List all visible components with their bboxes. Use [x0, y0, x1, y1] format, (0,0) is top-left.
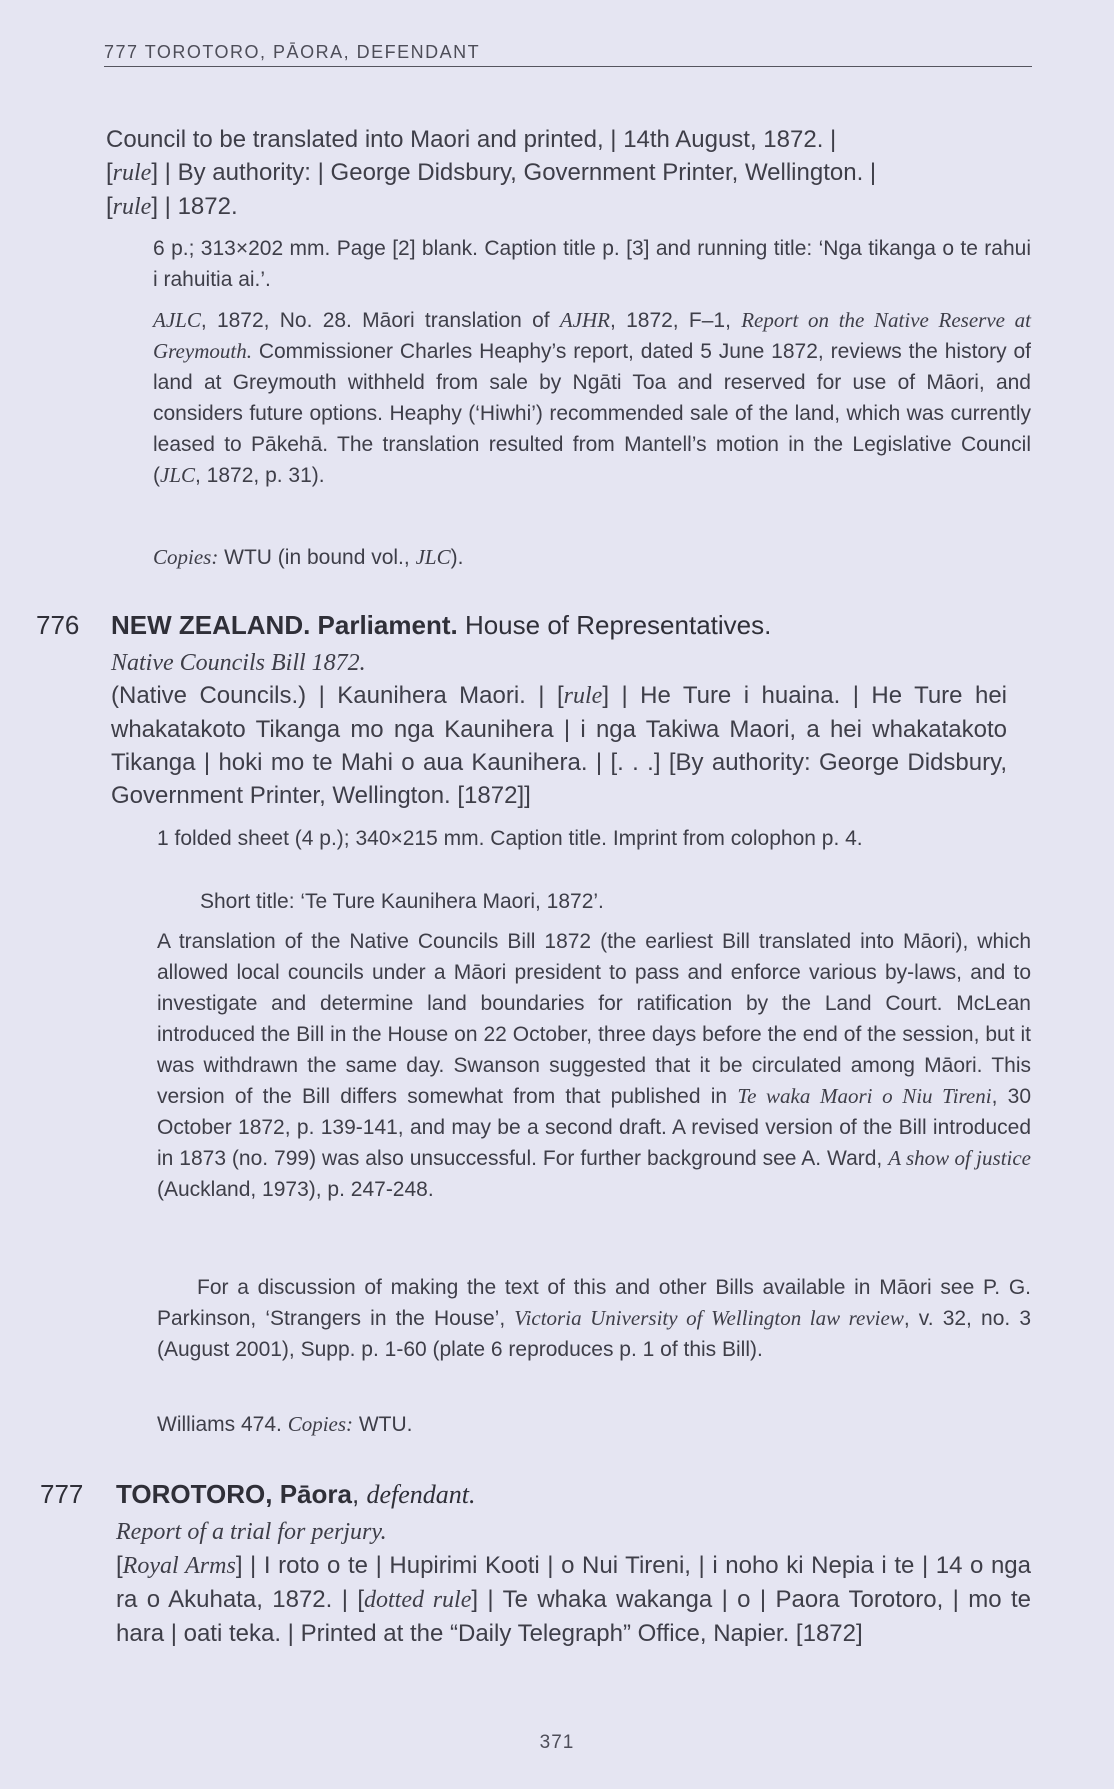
- prev-imprint-line-2: [rule] | By authority: | George Didsbury, Government Printer, Wellington. |: [106, 159, 877, 186]
- prev-entry-copies: Copies: WTU (in bound vol., JLC).: [153, 545, 464, 569]
- entry-776-subtitle: Native Councils Bill 1872.: [111, 650, 366, 676]
- prev-imprint-line-3: [rule] | 1872.: [106, 193, 238, 220]
- running-head-rule: [104, 66, 1032, 67]
- entry-776-heading: NEW ZEALAND. Parliament. House of Representatives.: [111, 610, 772, 640]
- entry-number-777: 777: [40, 1479, 84, 1509]
- prev-entry-collation: 6 p.; 313×202 mm. Page [2] blank. Caption title p. [3] and running title: ‘Nga tikanga o te rahui i rahuitia ai.’.: [153, 237, 1031, 291]
- entry-776-note-2: For a discussion of making the text of this and other Bills available in Māori see P. G. Parkinson, ‘Strangers in the House’, Victoria University of Wellington law review, v. 32, no. 3 (August 2001), Supp. p. 1-60 (plate 6 reproduces p. 1 of this Bill).: [157, 1276, 1032, 1361]
- entry-776-refs: Williams 474. Copies: WTU.: [157, 1412, 413, 1436]
- entry-number-776: 776: [36, 610, 80, 640]
- entry-776-short-title: Short title: ‘Te Ture Kaunihera Maori, 1872’.: [200, 890, 604, 913]
- prev-imprint-line-1: Council to be translated into Maori and printed, | 14th August, 1872. |: [106, 126, 837, 153]
- entry-776-note: A translation of the Native Councils Bill 1872 (the earliest Bill translated into Māori), which allowed local councils under a Māori president to pass and enforce various by-laws, and to investigate and determine land boundaries for ratification by the Land Court. McLean introduced the Bill in the House on 22 October, three days before the end of the session, but it was withdrawn the same day. Swanson suggested that it be circulated among Māori. This version of the Bill differs somewhat from that published in Te waka Maori o Niu Tireni, 30 October 1872, p. 139-141, and may be a second draft. A revised version of the Bill introduced in 1873 (no. 799) was also unsuccessful. For further background see A. Ward, A show of justice (Auckland, 1973), p. 247-248.: [157, 930, 1032, 1201]
- entry-776-collation: 1 folded sheet (4 p.); 340×215 mm. Caption title. Imprint from colophon p. 4.: [157, 827, 863, 850]
- running-head: 777 TOROTORO, PĀORA, DEFENDANT: [104, 42, 481, 62]
- page-number: 371: [539, 1732, 575, 1753]
- prev-entry-imprint: [106, 123, 1006, 224]
- prev-entry-note: AJLC, 1872, No. 28. Māori translation of AJHR, 1872, F–1, Report on the Native Reserve at Greymouth. Commissioner Charles Heaphy’s report, dated 5 June 1872, reviews the history of land at Greymouth withheld from sale by Ngāti Toa and reserved for use of Māori, and considers future options. Heaphy (‘Hiwhi’) recommended sale of the land, which was currently leased to Pākehā. The translation resulted from Mantell’s motion in the Legislative Council (JLC, 1872, p. 31).: [153, 308, 1032, 487]
- entry-777-subtitle: Report of a trial for perjury.: [116, 1519, 387, 1545]
- entry-777-imprint: [Royal Arms] | I roto o te | Hupirimi Kooti | o Nui Tireni, | i noho ki Nepia i te | 14 o nga ra o Akuhata, 1872. | [dotted rule] | Te whaka wakanga | o | Paora Torotoro, | mo te hara | oati teka. | Printed at the “Daily Telegraph” Office, Napier. [1872]: [116, 1552, 1032, 1647]
- entry-777-heading: TOROTORO, Pāora, defendant.: [116, 1479, 476, 1509]
- entry-776-imprint: (Native Councils.) | Kaunihera Maori. | [rule] | He Ture i huaina. | He Ture hei whakatakoto Tikanga mo nga Kaunihera | i nga Takiwa Maori, a hei whakatakoto Tikanga | hoki mo te Mahi o aua Kaunihera. | [. . .] [By authority: George Didsbury, Government Printer, Wellington. [1872]]: [111, 682, 1008, 809]
